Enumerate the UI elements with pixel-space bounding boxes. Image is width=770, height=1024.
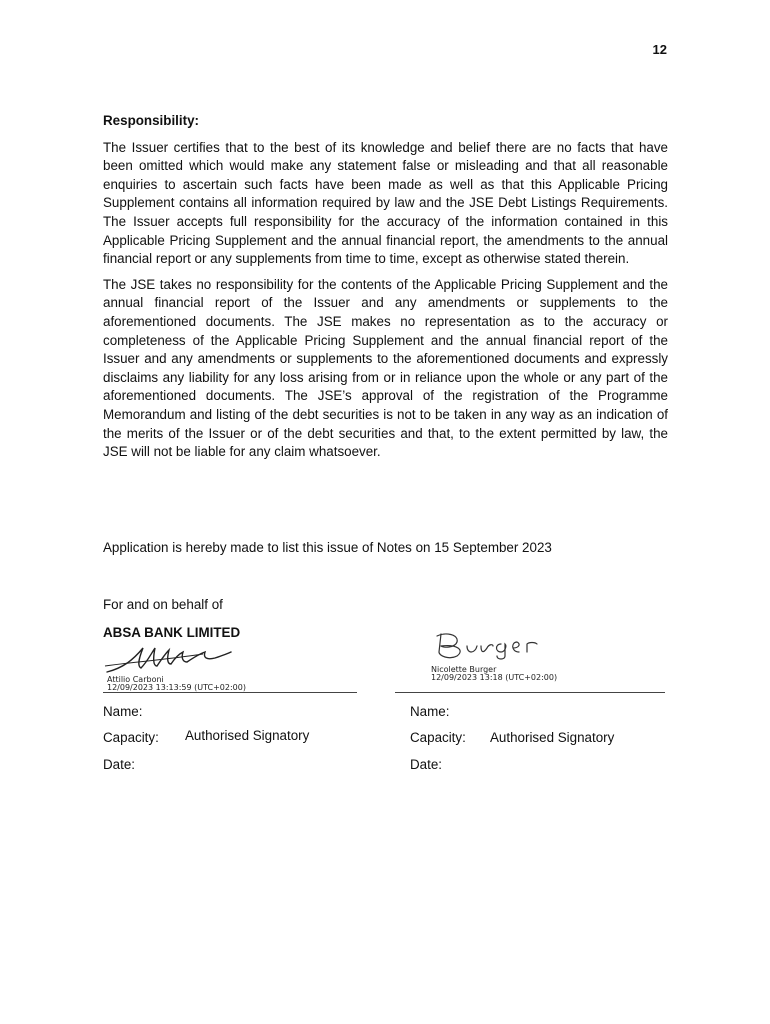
name-label: Name: [410, 704, 450, 719]
date-field [410, 757, 442, 772]
application-statement: Application is hereby made to list this issue of Notes on 15 September 2023 [103, 540, 552, 555]
paragraph-issuer-responsibility: The Issuer certifies that to the best of its knowledge and belief there are no facts that have been omitted which would make any statement false or misleading and that all reasonable enquiries to ascertain such facts have been made as well as that this Applicable Pricing Supplement contains all information required by law and the JSE Debt Listings Requirements. The Issuer accepts full responsibility for the accuracy of the information contained in this Applicable Pricing Supplement and the annual financial report, the amendments to the annual financial report or any supplements from time to time, except as otherwise stated therein. [103, 139, 668, 267]
name-label: Name: [103, 704, 143, 719]
date-label: Date: [103, 757, 136, 772]
signed-timestamp-caption: 12/09/2023 13:18 (UTC+02:00) [431, 673, 558, 682]
company-name: ABSA BANK LIMITED [103, 625, 241, 640]
name-field [410, 704, 449, 719]
date-label: Date: [410, 757, 443, 772]
signer-name-caption: Attilio Carboni [107, 675, 164, 684]
section-heading: Responsibility: [103, 113, 199, 128]
signed-timestamp-caption: 12/09/2023 13:13:59 (UTC+02:00) [107, 683, 246, 692]
responsibility-section [103, 112, 668, 469]
capacity-value: Authorised Signatory [490, 730, 615, 745]
page-number: 12 [652, 42, 667, 57]
capacity-label: Capacity: [103, 730, 159, 745]
name-field [103, 704, 142, 719]
on-behalf-text: For and on behalf of [103, 597, 223, 612]
signature-line [395, 692, 665, 693]
capacity-field [410, 730, 660, 745]
date-field [103, 757, 135, 772]
signer-name-caption: Nicolette Burger [431, 665, 497, 674]
handwritten-signature-left [103, 640, 243, 676]
capacity-label: Capacity: [410, 730, 466, 745]
capacity-field [103, 730, 363, 745]
paragraph-jse-disclaimer: The JSE takes no responsibility for the contents of the Applicable Pricing Supplement and the annual financial report of the Issuer and any amendments or supplements to the aforementioned documents. The JSE makes no representation as to the accuracy or completeness of the Applicable Pricing Supplement and the annual financial report of the Issuer and any amendments or supplements to the aforementioned documents and expressly disclaims any liability for any loss arising from or in reliance upon the whole or any part of the aforementioned documents. The JSE’s approval of the registration of the Programme Memorandum and listing of the debt securities is not to be taken in any way as an indication of the merits of the Issuer or of the debt securities and that, to the extent permitted by law, the JSE will not be liable for any claim whatsoever. [103, 276, 668, 460]
capacity-value: Authorised Signatory [185, 728, 310, 743]
signature-line [103, 692, 357, 693]
handwritten-signature-right [431, 630, 591, 660]
